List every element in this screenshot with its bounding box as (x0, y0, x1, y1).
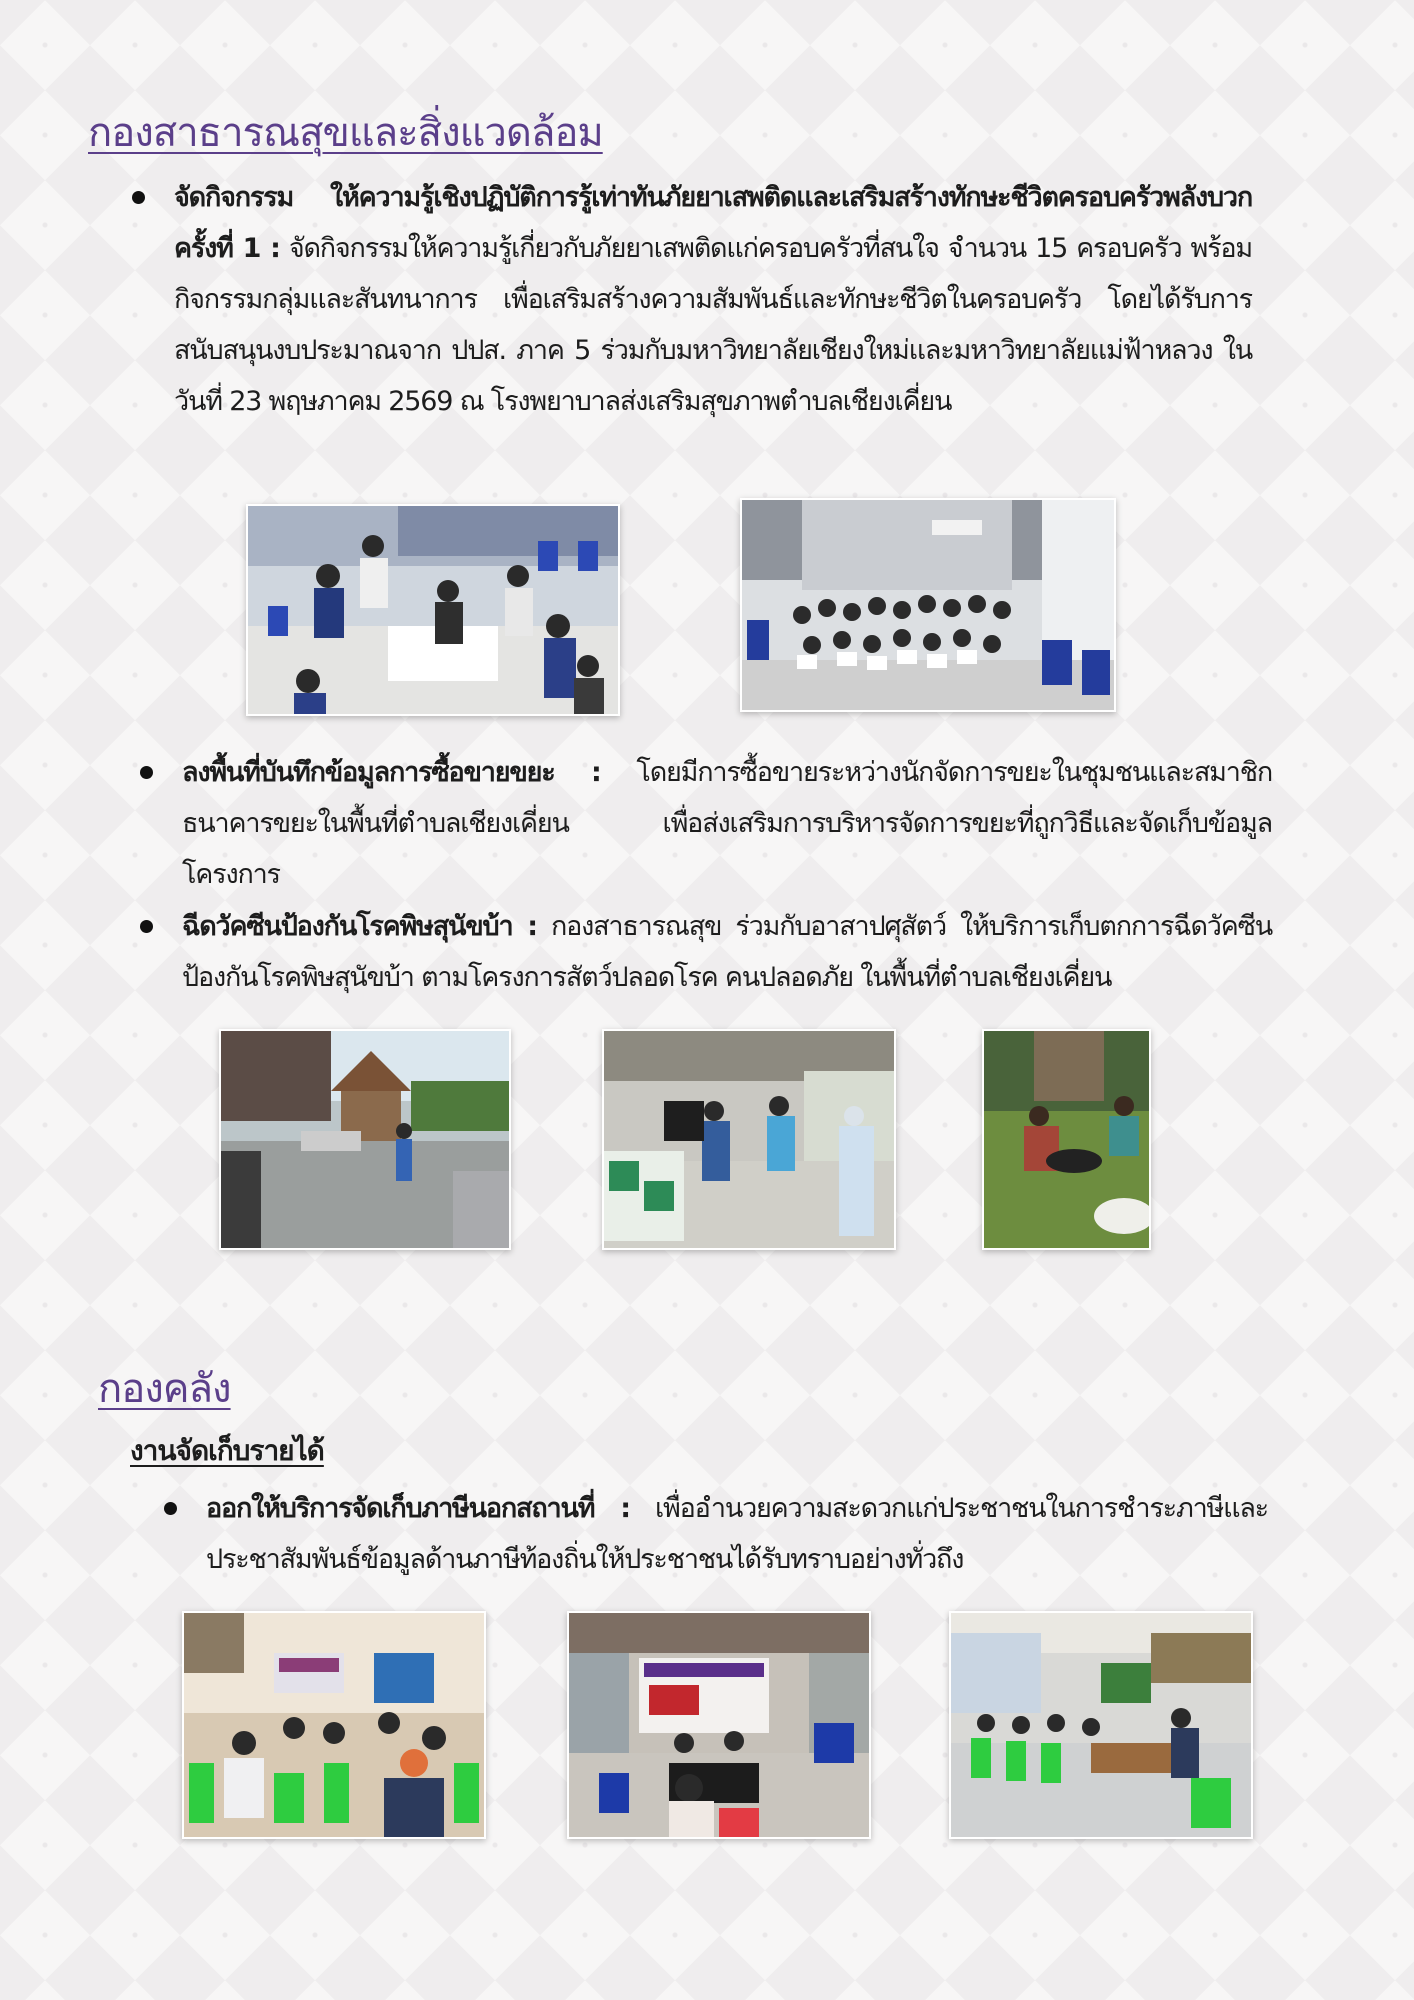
photo-family-group (740, 498, 1116, 712)
section-heading-finance: กองคลัง (98, 1366, 231, 1412)
item-body: กองสาธารณสุข ร่วมกับอาสาปศุสัตว์ ให้บริการเก็บตกการฉีดวัคซีนป้องกันโรคพิษสุนัขบ้า ตามโครงการสัตว์ปลอดโรค คนปลอดภัย ในพื้นที่ตำบลเชียงเคี่ยน (182, 911, 1272, 993)
bullet-icon (132, 191, 145, 204)
photo-family-workshop (246, 504, 620, 716)
section-heading-health: กองสาธารณสุขและสิ่งแวดล้อม (88, 110, 603, 156)
photo-vaccine-dog (982, 1029, 1151, 1250)
list-item-rabies-vaccine (182, 901, 1272, 1003)
item-body: จัดกิจกรรมให้ความรู้เกี่ยวกับภัยยาเสพติดแก่ครอบครัวที่สนใจ จำนวน 15 ครอบครัว พร้อมกิจกรรมกลุ่มและสันทนาการ เพื่อเสริมสร้างความสัมพันธ์และทักษะชีวิตในครอบครัว โดยได้รับการสนับสนุนงบประมาณจาก ปปส. ภาค 5 ร่วมกับมหาวิทยาลัยเชียงใหม่และมหาวิทยาลัยแม่ฟ้าหลวง ในวันที่ 23 พฤษภาคม 2569 ณ โรงพยาบาลส่งเสริมสุขภาพตำบลเชียงเคี่ยน (174, 233, 1252, 417)
item-title: ฉีดวัคซีนป้องกันโรคพิษสุนัขบ้า : (182, 911, 537, 942)
item-body: เพื่ออำนวยความสะดวกแก่ประชาชนในการชำระภาษีและประชาสัมพันธ์ข้อมูลด้านภาษีท้องถิ่นให้ประชาชนได้รับทราบอย่างทั่วถึง (206, 1493, 1268, 1575)
photo-tax-service-3 (949, 1611, 1253, 1839)
photo-tax-service-2 (567, 1611, 871, 1839)
item-title: ออกให้บริการจัดเก็บภาษีนอกสถานที่ : (206, 1493, 630, 1524)
list-item-drug-prevention (174, 172, 1252, 427)
bullet-icon (140, 920, 153, 933)
photo-tax-service-1 (182, 1611, 486, 1839)
photo-vaccine-shelter (602, 1029, 896, 1250)
photo-vaccine-outdoor (219, 1029, 511, 1250)
bullet-icon (164, 1502, 177, 1515)
item-title: จัดกิจกรรม ให้ความรู้เชิงปฏิบัติการรู้เท่าทันภัยยาเสพติดและเสริมสร้างทักษะชีวิตครอบครัวพลังบวก ครั้งที่ 1 : (174, 182, 1252, 264)
item-body: โดยมีการซื้อขายระหว่างนักจัดการขยะในชุมชนและสมาชิกธนาคารขยะในพื้นที่ตำบลเชียงเคี่ยน เพื่อส่งเสริมการบริหารจัดการขยะที่ถูกวิธีและจัดเก็บข้อมูลโครงการ (182, 757, 1272, 890)
list-item-waste-trading (182, 747, 1272, 900)
subsection-heading-revenue: งานจัดเก็บรายได้ (130, 1434, 324, 1467)
item-title: ลงพื้นที่บันทึกข้อมูลการซื้อขายขยะ : (182, 757, 601, 788)
bullet-icon (140, 766, 153, 779)
list-item-tax-service (206, 1483, 1268, 1585)
